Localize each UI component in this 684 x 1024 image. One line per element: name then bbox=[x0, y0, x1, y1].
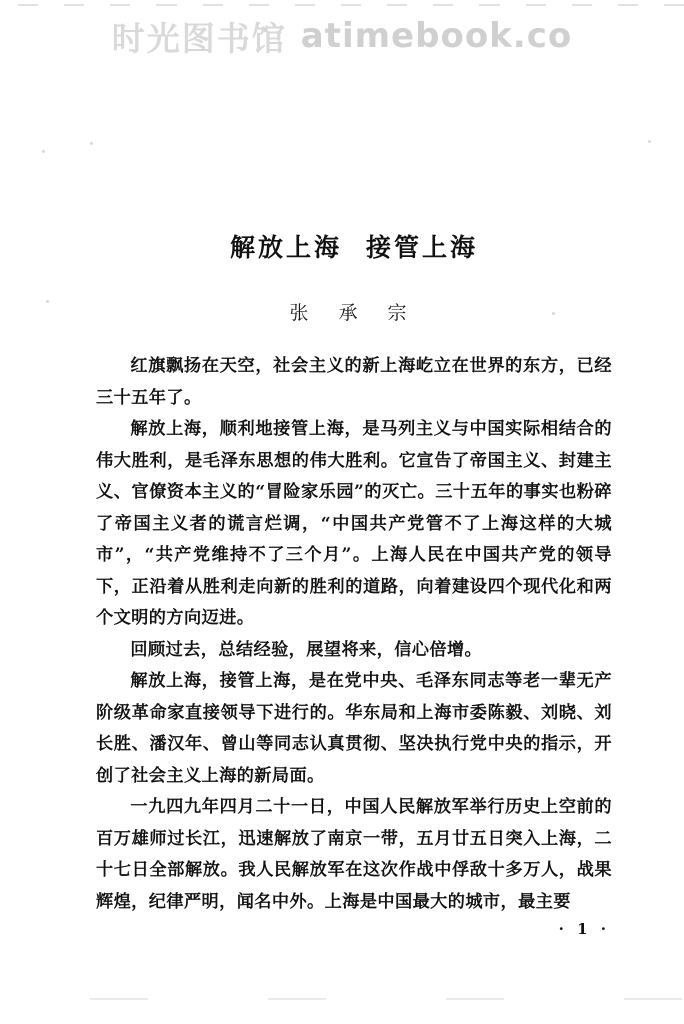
paragraph: 回顾过去，总结经验，展望将来，信心倍增。 bbox=[130, 639, 483, 660]
page-title-part-one: 解放上海 bbox=[229, 233, 342, 262]
scan-artifact-bottom bbox=[0, 998, 684, 1008]
watermark-english-text: atimebook.co bbox=[300, 16, 573, 56]
scan-speck bbox=[42, 150, 45, 153]
watermark-chinese-text: 时光图书馆 bbox=[111, 18, 287, 58]
article-body bbox=[96, 325, 612, 918]
author-name: 张 承 宗 bbox=[289, 302, 419, 324]
scan-speck bbox=[552, 312, 555, 315]
paragraph: 一九四九年四月二十一日，中国人民解放军举行历史上空前的百万雄师过长江，迅速解放了南京一带，五月廿五日突入上海，二十七日全部解放。我人民解放军在这次作战中俘敌十多万人，战果辉煌，纪律严明，闻名中外。上海是中国最大的城市，最主要 bbox=[96, 797, 612, 912]
paragraph: 解放上海，接管上海，是在党中央、毛泽东同志等老一辈无产阶级革命家直接领导下进行的。华东局和上海市委陈毅、刘晓、刘长胜、潘汉年、曾山等同志认真贯彻、坚决执行党中央的指示，开创了社会主义上海的新局面。 bbox=[96, 671, 612, 786]
page-title bbox=[96, 0, 612, 264]
paragraph: 解放上海，顺利地接管上海，是马列主义与中国实际相结合的伟大胜利，是毛泽东思想的伟大胜利。它宣告了帝国主义、封建主义、官僚资本主义的“冒险家乐园”的灭亡。三十五年的事实也粉碎了帝国主义者的谎言烂调，“中国共产党管不了上海这样的大城市”，“共产党维持不了三个月”。上海人民在中国共产党的领导下，正沿着从胜利走向新的胜利的道路，向着建设四个现代化和两个文明的方向迈进。 bbox=[96, 419, 612, 628]
paragraph: 红旗飘扬在天空，社会主义的新上海屹立在世界的东方，已经三十五年了。 bbox=[96, 356, 612, 408]
scan-speck bbox=[648, 140, 651, 143]
scan-speck bbox=[90, 142, 93, 145]
page-number: · 1 · bbox=[558, 920, 610, 938]
scan-speck bbox=[46, 300, 49, 303]
page-title-part-two: 接管上海 bbox=[366, 233, 479, 262]
